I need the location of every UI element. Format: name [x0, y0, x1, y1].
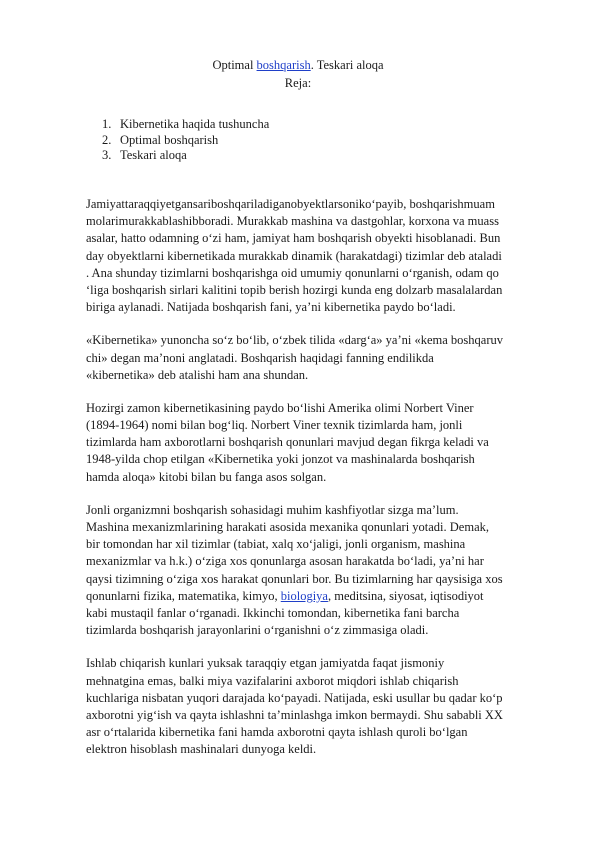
plan-item-text: Teskari aloqa [120, 148, 187, 162]
text-line: Ishlab chiqarish kunlari yuksak taraqqiy etgan jamiyatda faqat jismoniy [86, 656, 445, 671]
text-line: mexanizmlar va h.k.) o‘ziga xos qonunlarga asosan harakatda bo‘ladi, ya’ni har [86, 554, 484, 569]
title-link-boshqarish[interactable]: boshqarish [256, 58, 311, 72]
text-line: kabi mustaqil fanlar o‘rganadi. Ikkinchi tomondan, kibernetika fani barcha [86, 605, 460, 620]
text-line: asalar, hatto odamning o‘zi ham, jamiyat ham boshqarish obyekti hisoblanadi. Bun [86, 231, 501, 246]
text-line: tizimlarda ham axborotlarni boshqarish qonunlari mavjud degan fikrga keladi va [86, 435, 489, 450]
document-header [0, 57, 596, 92]
paragraph-intro [86, 196, 556, 316]
text-line: asr o‘rtalarida kibernetika fani hamda axborotni qayta ishlash quroli bo‘lgan [86, 725, 468, 740]
text-line: kuchlariga nisbatan yuqori darajada ko‘payadi. Natijada, eski usullar bu qadar ko‘p [86, 690, 503, 705]
text-line: (1894-1964) nomi bilan bog‘liq. Norbert Viner texnik tizimlarda ham, jonli [86, 418, 463, 433]
text-line: molarimurakkablashibboradi. Murakkab mashina va dastgohlar, korxona va muass [86, 214, 499, 229]
plan-item-number: 3. [102, 148, 112, 162]
text-line: tizimlarda boshqarish jarayonlarini o‘rganishni o‘z zimmasiga oladi. [86, 623, 429, 638]
text-line: qaysi tizimning o‘ziga xos harakat qonunlari bor. Bu tizimlarning har qaysisiga xos [86, 571, 503, 586]
text-line: ‘liga boshqarish sirlari kalitini topib berish hozirgi kunda eng dolzarb masalalardan [86, 282, 503, 297]
title-text-before: Optimal [212, 58, 257, 72]
text-line: day obyektlarni kibernetikada murakkab dinamik (harakatdagi) tizimlar deb ataladi [86, 248, 502, 263]
title-text-after: . Teskari aloqa [310, 58, 384, 72]
text-before-link: qonunlarni fizika, matematika, kimyo, [86, 588, 281, 603]
plan-item-text: Optimal boshqarish [120, 132, 219, 147]
link-biologiya[interactable]: biologiya [280, 588, 328, 603]
text-line: chi» degan ma’noni anglatadi. Boshqarish haqidagi fanning endilikda [86, 350, 434, 365]
text-line: «Kibernetika» yunoncha so‘z bo‘lib, o‘zbek tilida «darg‘a» ya’ni «kema boshqaruv [86, 333, 504, 348]
plan-item [102, 117, 269, 133]
plan-item [102, 133, 269, 149]
text-line: 1948-yilda chop etilgan «Kibernetika yoki jonzot va mashinalarda boshqarish [86, 452, 475, 467]
plan-item-number: 2. [102, 132, 112, 147]
text-line: . Ana shunday tizimlarni boshqarishga oid umumiy qonunlarni o‘rganish, odam qo [86, 265, 499, 280]
paragraph-systems [86, 502, 556, 640]
text-line: elektron hisoblash mashinalari dunyoga keldi. [86, 742, 317, 757]
plan-heading: Reja: [284, 75, 312, 90]
plan-item-number: 1. [102, 117, 112, 131]
plan-item [102, 148, 269, 164]
plan-item-text: Kibernetika haqida tushuncha [120, 117, 270, 131]
text-line: Jonli organizmni boshqarish sohasidagi muhim kashfiyotlar sizga ma’lum. [86, 502, 459, 517]
plan-list [102, 117, 269, 164]
paragraph-etymology [86, 332, 556, 384]
text-after-link: , meditsina, siyosat, iqtisodiyot [327, 588, 484, 603]
document-body [86, 196, 556, 774]
text-line: hamda aloqa» kitobi bilan bu fanga asos solgan. [86, 469, 327, 484]
paragraph-history [86, 400, 556, 486]
text-line: Mashina mexanizmlarining harakati asosida mexanika qonunlari yotadi. Demak, [86, 520, 490, 534]
text-line: biriga aylanadi. Natijada boshqarish fani, ya’ni kibernetika paydo bo‘ladi. [86, 300, 456, 315]
text-line: «kibernetika» deb atalishi ham ana shundan. [86, 367, 309, 382]
text-line: bir tomondan har xil tizimlar (tabiat, xalq xo‘jaligi, jonli organism, mashina [86, 537, 466, 552]
text-line-with-link [86, 588, 556, 605]
paragraph-production [86, 655, 556, 758]
text-line: Jamiyattaraqqiyetgansariboshqariladiganobyektlarsoniko‘payib, boshqarishmuam [86, 197, 495, 211]
text-line: mehnatgina emas, balki miya vazifalarini axborot miqdori ishlab chiqarish [86, 673, 459, 688]
document-title [0, 57, 596, 75]
text-line: Hozirgi zamon kibernetikasining paydo bo‘lishi Amerika olimi Norbert Viner [86, 400, 474, 415]
text-line: axborotni yig‘ish va qayta ishlashni ta’minlashga imkon bermaydi. Shu sababli XX [86, 707, 503, 722]
